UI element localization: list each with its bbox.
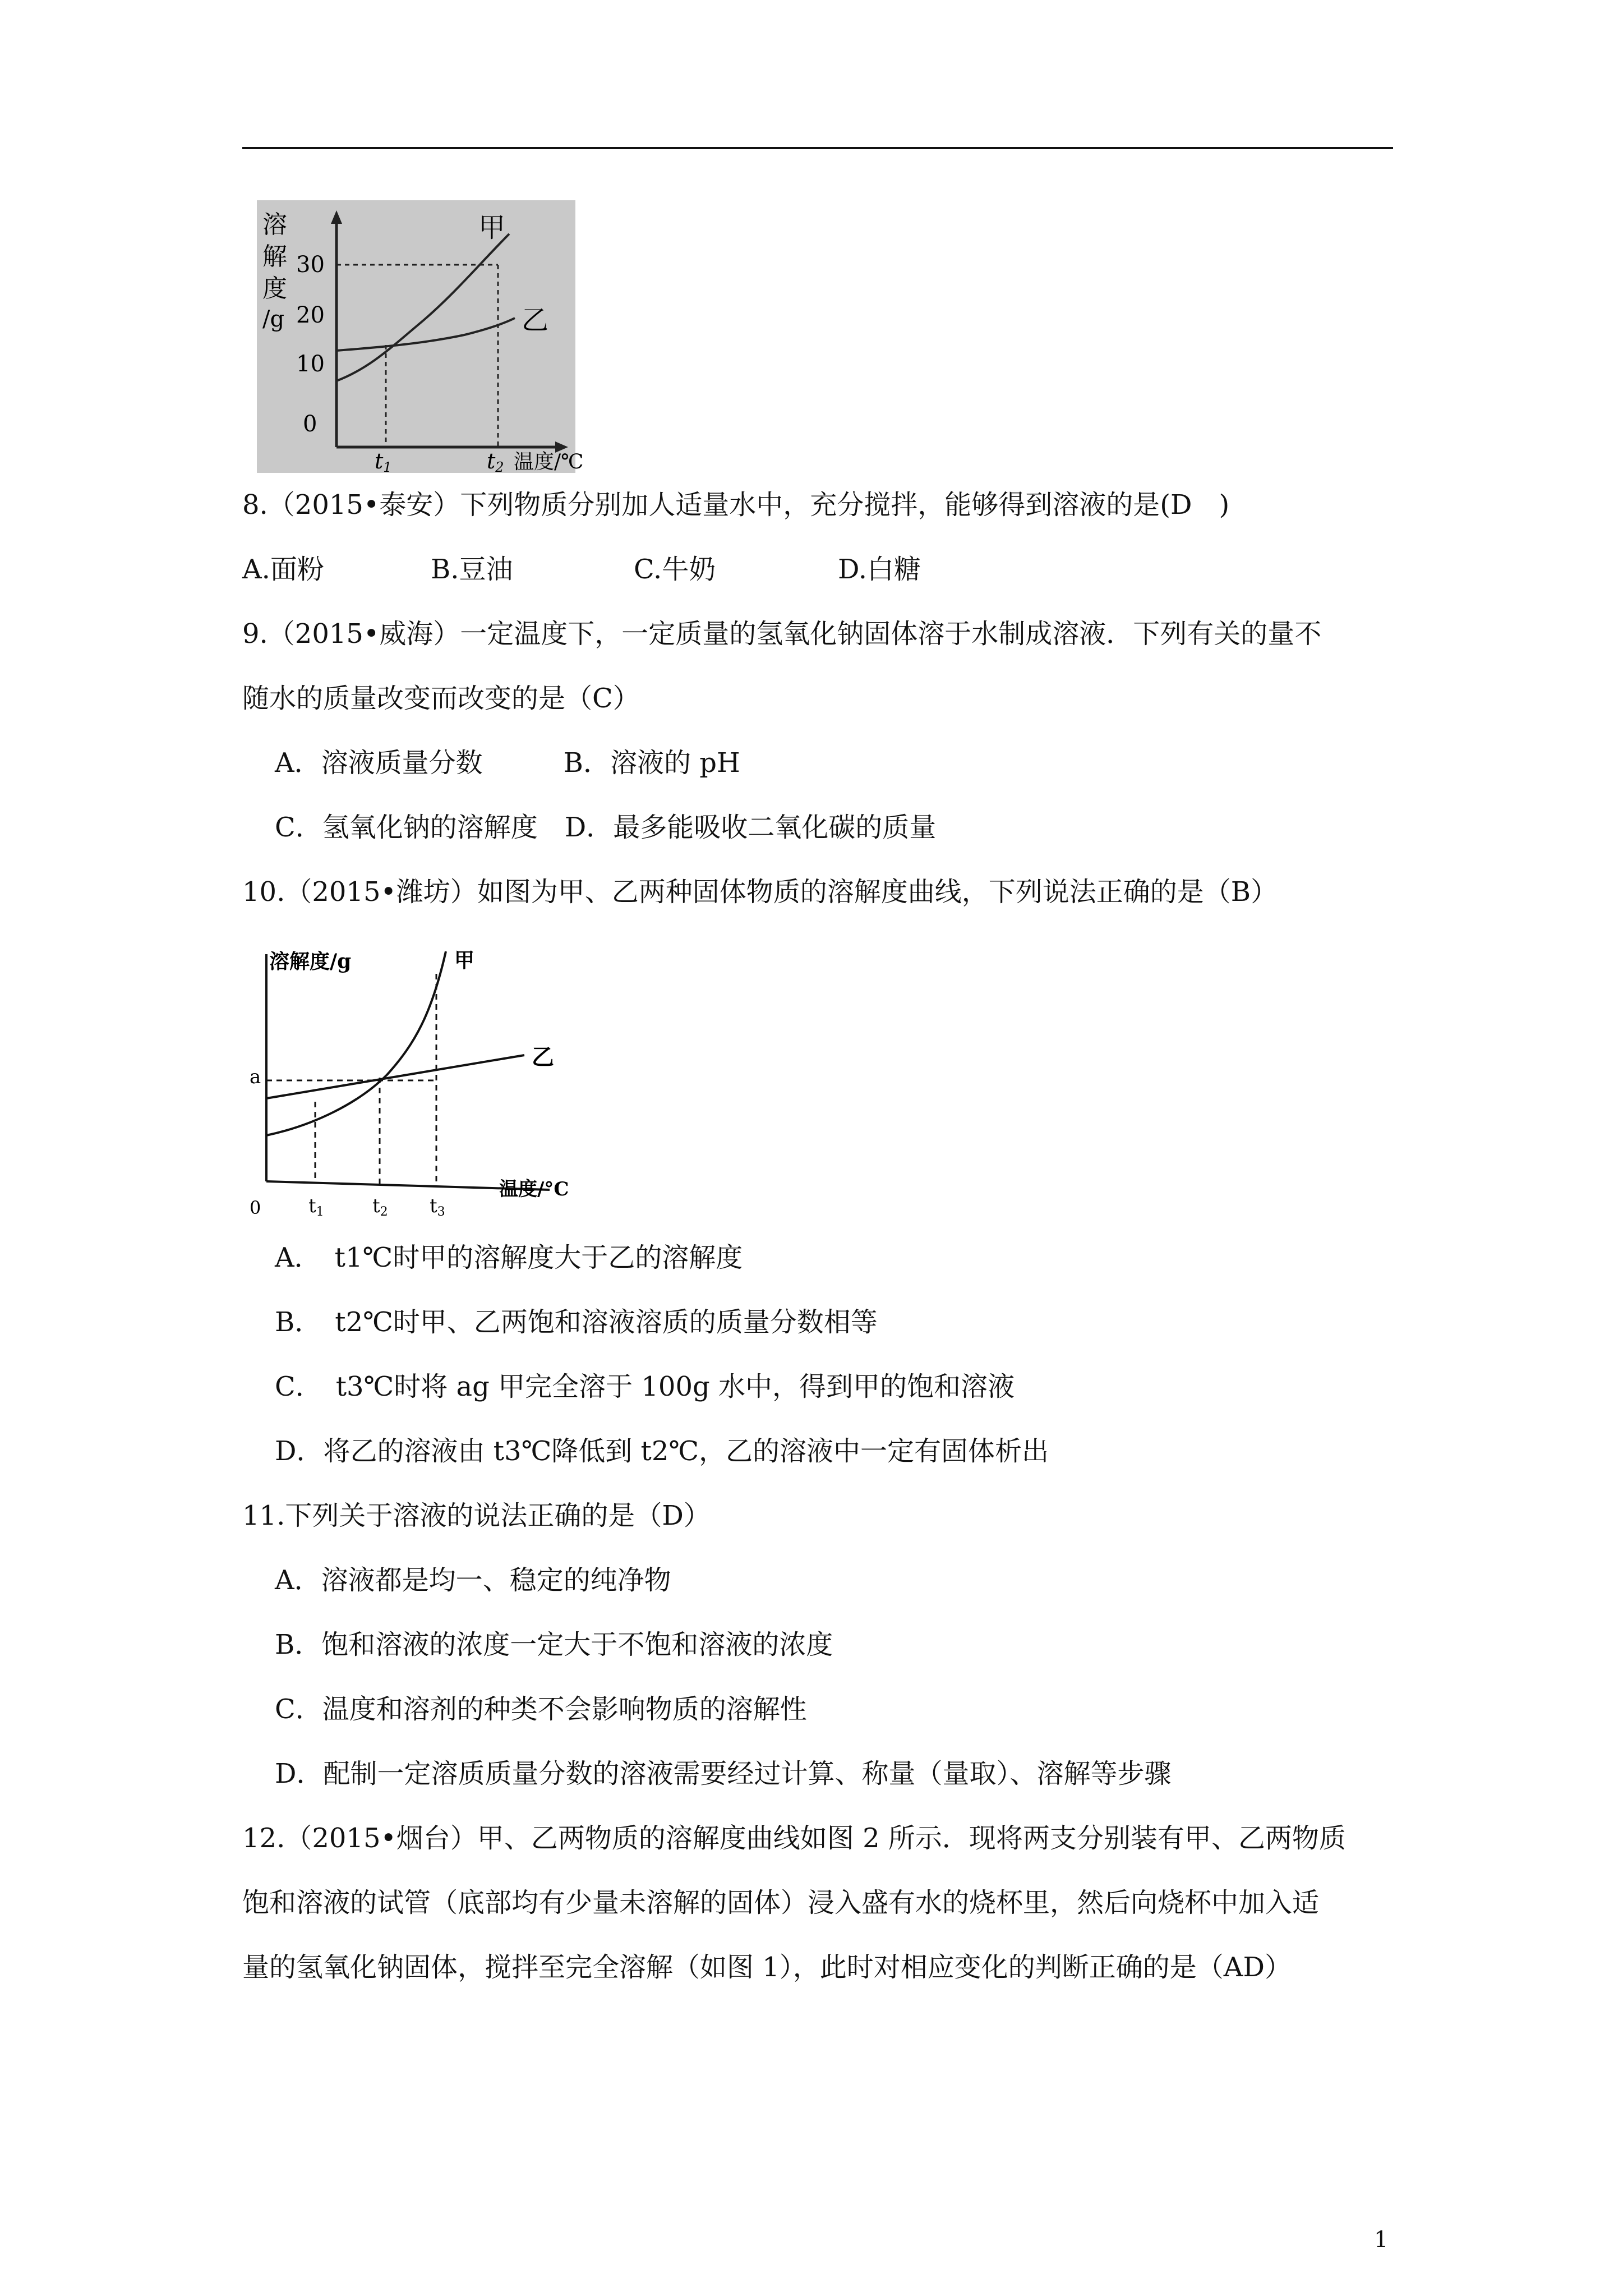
chart-2-origin: 0 [250, 1197, 261, 1218]
q8-option-d: D.白糖 [838, 554, 921, 585]
chart-2-ylabel: 溶解度/g [269, 950, 352, 973]
chart-1-ytick-20: 20 [296, 302, 325, 328]
q9-stem-line2: 随水的质量改变而改变的是（C） [242, 683, 640, 714]
q10-option-b: B． t2℃时甲、乙两饱和溶液溶质的质量分数相等 [275, 1306, 878, 1338]
solubility-chart-1 [257, 200, 584, 475]
chart-2-curve-jia [266, 951, 446, 1135]
chart-2-series-jia: 甲 [454, 949, 475, 972]
chart-2-xtick-t3: t3 [430, 1195, 445, 1219]
q8-stem: 8.（2015•泰安）下列物质分别加人适量水中，充分搅拌，能够得到溶液的是(D ) [242, 489, 1230, 521]
chart-2-line-yi [266, 1055, 524, 1098]
chart-1-ylabel-1: 溶 [262, 210, 287, 239]
q11-stem: 11.下列关于溶液的说法正确的是（D） [242, 1500, 711, 1531]
q8-option-c: C.牛奶 [634, 554, 716, 585]
q9-options-ab: A．溶液质量分数 B．溶液的 pH [275, 747, 740, 779]
chart-1-xlabel: 温度/℃ [514, 450, 584, 473]
chart-2-series-yi: 乙 [532, 1044, 554, 1070]
q11-option-c: C．温度和溶剂的种类不会影响物质的溶解性 [275, 1694, 807, 1725]
chart-2-xtick-t2: t2 [372, 1195, 388, 1219]
chart-1-series-jia: 甲 [478, 212, 506, 243]
q11-option-a: A．溶液都是均一、稳定的纯净物 [275, 1565, 671, 1596]
q10-option-c: C． t3℃时将 ag 甲完全溶于 100g 水中，得到甲的饱和溶液 [275, 1371, 1015, 1402]
chart-2-a-label: a [250, 1066, 261, 1088]
chart-1-ylabel-4: /g [262, 306, 285, 332]
chart-1-ylabel-2: 解 [262, 242, 287, 271]
q8-option-b: B.豆油 [431, 554, 513, 585]
q9-stem-line1: 9.（2015•威海）一定温度下，一定质量的氢氧化钠固体溶于水制成溶液．下列有关的量不 [242, 618, 1322, 650]
q8-option-a: A.面粉 [242, 554, 324, 585]
q11-option-d: D．配制一定溶质质量分数的溶液需要经过计算、称量（量取）、溶解等步骤 [275, 1758, 1172, 1789]
chart-1-ytick-10: 10 [296, 351, 325, 377]
q11-option-b: B．饱和溶液的浓度一定大于不饱和溶液的浓度 [275, 1629, 833, 1660]
chart-1-xtick-t1: t1 [375, 449, 392, 475]
chart-1-ylabel-3: 度 [262, 274, 287, 303]
chart-1-ytick-0: 0 [303, 411, 317, 437]
header-rule [242, 147, 1393, 149]
chart-1-ytick-30: 30 [296, 252, 325, 278]
q12-line1: 12.（2015•烟台）甲、乙两物质的溶解度曲线如图 2 所示．现将两支分别装有甲、乙两物质 [242, 1823, 1346, 1854]
solubility-chart-2 [247, 940, 583, 1221]
q12-line3: 量的氢氧化钠固体，搅拌至完全溶解（如图 1），此时对相应变化的判断正确的是（AD） [242, 1952, 1292, 1983]
q10-option-a: A． t1℃时甲的溶解度大于乙的溶解度 [275, 1242, 743, 1273]
q10-option-d: D．将乙的溶液由 t3℃降低到 t2℃，乙的溶液中一定有固体析出 [275, 1435, 1049, 1467]
q10-stem: 10.（2015•潍坊）如图为甲、乙两种固体物质的溶解度曲线，下列说法正确的是（B） [242, 876, 1278, 908]
q9-options-cd: C．氢氧化钠的溶解度 D．最多能吸收二氧化碳的质量 [275, 812, 937, 843]
page-number: 1 [1374, 2227, 1389, 2253]
chart-1-xtick-t2: t2 [487, 449, 504, 475]
chart-2-xtick-t1: t1 [308, 1195, 324, 1219]
chart-2-xlabel: 温度/°C [499, 1178, 569, 1200]
q12-line2: 饱和溶液的试管（底部均有少量未溶解的固体）浸入盛有水的烧杯里，然后向烧杯中加入适 [242, 1887, 1320, 1918]
chart-1-series-yi: 乙 [522, 305, 549, 336]
